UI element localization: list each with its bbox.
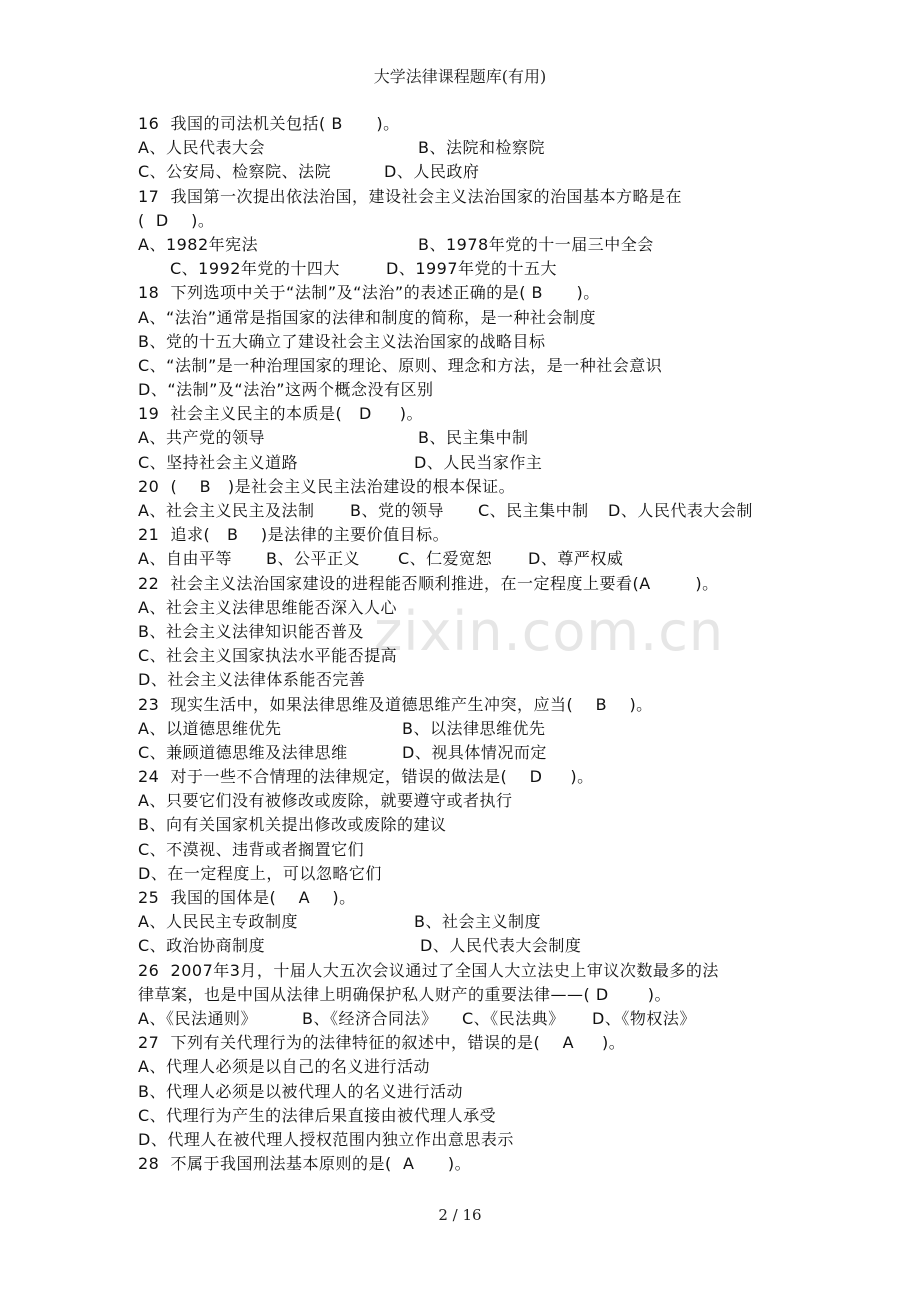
q23-option-c: C、兼顾道德思维及法律思维 xyxy=(138,742,348,762)
q23-options-row1 xyxy=(138,717,788,741)
q18-stem: 18 下列选项中关于“法制”及“法治”的表述正确的是( B )。 xyxy=(138,283,600,303)
q17-options-row2 xyxy=(138,257,788,281)
q26-options xyxy=(138,1007,788,1031)
q16-stem: 16 我国的司法机关包括( B )。 xyxy=(138,114,400,133)
q20-option-b: B、党的领导 xyxy=(350,501,444,520)
q21-stem: 21 追求( B )是法律的主要价值目标。 xyxy=(138,525,450,545)
q19-options-row1 xyxy=(138,426,788,450)
q21-options xyxy=(138,547,788,571)
q25-option-b: B、社会主义制度 xyxy=(414,912,541,932)
q16-options-row1 xyxy=(138,136,788,160)
q16-option-b: B、法院和检察院 xyxy=(418,138,545,158)
q24-option-b: B、向有关国家机关提出修改或废除的建议 xyxy=(138,815,447,835)
q25-options-row1 xyxy=(138,910,788,934)
q19-option-a: A、共产党的领导 xyxy=(138,428,265,448)
q25-option-c: C、政治协商制度 xyxy=(138,936,266,956)
q17-stem-line1: 17 我国第一次提出依法治国，建设社会主义法治国家的治国基本方略是在 xyxy=(138,186,683,206)
page-header: 大学法律课程题库(有用) xyxy=(373,67,547,86)
q17-option-d: D、1997年党的十五大 xyxy=(386,259,558,279)
q21-option-c: C、仁爱宽恕 xyxy=(398,549,493,569)
q24-stem: 24 对于一些不合情理的法律规定，错误的做法是( D )。 xyxy=(138,767,594,787)
q18-option-b: B、党的十五大确立了建设社会主义法治国家的战略目标 xyxy=(138,331,546,351)
q17-options-row1 xyxy=(138,233,788,257)
q27-option-a: A、代理人必须是以自己的名义进行活动 xyxy=(138,1057,430,1077)
q25-stem: 25 我国的国体是( A )。 xyxy=(138,888,356,907)
q19-option-b: B、民主集中制 xyxy=(418,428,529,448)
q20-option-d: D、人民代表大会制 xyxy=(608,501,753,520)
q28-stem: 28 不属于我国刑法基本原则的是( A )。 xyxy=(138,1154,472,1174)
q22-option-d: D、社会主义法律体系能否完善 xyxy=(138,670,366,690)
q24-option-c: C、不漠视、违背或者搁置它们 xyxy=(138,839,365,859)
q21-option-b: B、公平正义 xyxy=(266,549,360,569)
q21-option-a: A、自由平等 xyxy=(138,549,232,569)
q22-option-c: C、社会主义国家执法水平能否提高 xyxy=(138,646,398,666)
q26-stem-line2: 律草案，也是中国从法律上明确保护私人财产的重要法律——( D )。 xyxy=(138,984,671,1004)
q27-option-c: C、代理行为产生的法律后果直接由被代理人承受 xyxy=(138,1105,497,1125)
q20-stem: 20 ( B )是社会主义民主法治建设的根本保证。 xyxy=(138,476,516,496)
q26-option-c: C、《民法典》 xyxy=(462,1008,565,1028)
q20-option-a: A、社会主义民主及法制 xyxy=(138,501,315,520)
watermark: zixin.com.cn xyxy=(374,600,725,663)
q16-option-a: A、人民代表大会 xyxy=(138,138,265,158)
q16-option-d: D、人民政府 xyxy=(384,162,480,182)
q26-stem-line1: 26 2007年3月，十届人大五次会议通过了全国人大立法史上审议次数最多的法 xyxy=(138,960,719,980)
q20-options xyxy=(138,499,788,523)
q20-option-c: C、民主集中制 xyxy=(478,501,589,520)
q22-option-b: B、社会主义法律知识能否普及 xyxy=(138,621,364,641)
q25-option-a: A、人民民主专政制度 xyxy=(138,912,298,932)
q25-options-row2 xyxy=(138,934,788,958)
page-number: 2 / 16 xyxy=(438,1206,482,1224)
q18-option-a: A、“法治”通常是指国家的法律和制度的简称，是一种社会制度 xyxy=(138,307,597,327)
q24-option-d: D、在一定程度上，可以忽略它们 xyxy=(138,863,382,883)
q27-stem: 27 下列有关代理行为的法律特征的叙述中，错误的是( A )。 xyxy=(138,1033,626,1053)
q24-option-a: A、只要它们没有被修改或废除，就要遵守或者执行 xyxy=(138,791,513,811)
q27-option-d: D、代理人在被代理人授权范围内独立作出意思表示 xyxy=(138,1129,514,1149)
q27-option-b: B、代理人必须是以被代理人的名义进行活动 xyxy=(138,1081,463,1101)
q23-option-d: D、视具体情况而定 xyxy=(402,742,547,762)
q19-options-row2 xyxy=(138,451,788,475)
q17-stem-line2: ( D )。 xyxy=(138,210,215,230)
q17-option-a: A、1982年宪法 xyxy=(138,234,259,254)
q19-option-d: D、人民当家作主 xyxy=(414,452,543,472)
question-list xyxy=(138,112,788,1176)
q26-option-d: D、《物权法》 xyxy=(592,1008,696,1028)
q23-options-row2 xyxy=(138,741,788,765)
q22-option-a: A、社会主义法律思维能否深入人心 xyxy=(138,597,397,617)
q16-option-c: C、公安局、检察院、法院 xyxy=(138,162,332,182)
q17-option-b: B、1978年党的十一届三中全会 xyxy=(418,234,654,254)
q23-stem: 23 现实生活中，如果法律思维及道德思维产生冲突，应当( B )。 xyxy=(138,694,653,714)
q26-option-a: A、《民法通则》 xyxy=(138,1008,257,1028)
q17-option-c: C、1992年党的十四大 xyxy=(170,259,340,279)
q18-option-c: C、“法制”是一种治理国家的理论、原则、理念和方法，是一种社会意识 xyxy=(138,355,663,375)
q18-option-d: D、“法制”及“法治”这两个概念没有区别 xyxy=(138,380,434,400)
q16-options-row2 xyxy=(138,160,788,184)
q21-option-d: D、尊严权威 xyxy=(528,549,624,569)
q26-option-b: B、《经济合同法》 xyxy=(302,1008,438,1028)
q19-stem: 19 社会主义民主的本质是( D )。 xyxy=(138,404,424,424)
q25-option-d: D、人民代表大会制度 xyxy=(420,936,582,956)
q23-option-a: A、以道德思维优先 xyxy=(138,718,282,738)
q22-stem: 22 社会主义法治国家建设的进程能否顺利推进，在一定程度上要看(A )。 xyxy=(138,573,719,593)
q19-option-c: C、坚持社会主义道路 xyxy=(138,452,299,472)
q23-option-b: B、以法律思维优先 xyxy=(402,718,546,738)
